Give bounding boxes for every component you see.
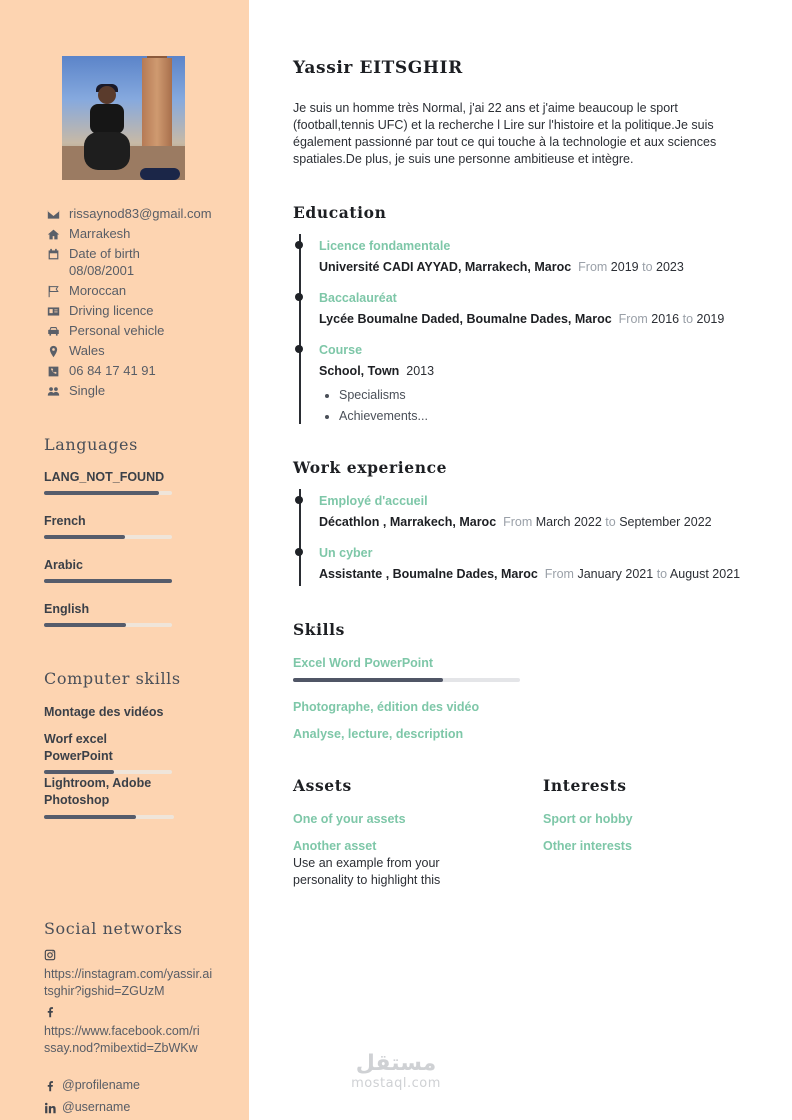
language-item xyxy=(44,602,172,627)
computer-skill-item xyxy=(44,704,172,721)
social-facebook-link[interactable]: https://www.facebook.com/rissay.nod?mibextid=ZbWKw xyxy=(44,1024,200,1055)
language-name: LANG_NOT_FOUND xyxy=(44,470,165,484)
language-item xyxy=(44,558,172,583)
social-facebook-profile[interactable] xyxy=(44,1077,214,1094)
computer-skill-item xyxy=(44,731,172,774)
facebook-icon xyxy=(44,1080,56,1092)
skill-name: Excel Word PowerPoint xyxy=(293,656,434,670)
computer-skill-level-bar xyxy=(44,770,172,774)
timeline-dot xyxy=(295,345,303,353)
skill-item xyxy=(293,655,520,682)
work-org: Assistante , Boumalne Dades, Maroc xyxy=(319,567,538,581)
linkedin-icon xyxy=(44,1102,56,1114)
language-level-bar xyxy=(44,623,172,627)
education-title-text: Baccalauréat xyxy=(319,291,397,305)
contact-birthdate xyxy=(46,245,241,279)
social-instagram[interactable] xyxy=(44,949,214,1000)
envelope-icon xyxy=(46,207,60,221)
sidebar xyxy=(0,0,249,1120)
contact-licence xyxy=(46,302,241,319)
work-item xyxy=(319,493,769,531)
contact-list xyxy=(46,205,241,402)
contact-vehicle xyxy=(46,322,241,339)
language-item xyxy=(44,470,172,495)
education-item xyxy=(319,238,769,276)
instagram-icon xyxy=(44,949,214,966)
work-experience-title: Work experience xyxy=(293,458,448,477)
work-to: September 2022 xyxy=(619,515,712,529)
education-org: Lycée Boumalne Daded, Boumalne Dades, Maroc xyxy=(319,312,612,326)
education-item xyxy=(319,290,769,328)
education-timeline xyxy=(299,234,301,424)
facebook-icon xyxy=(44,1006,204,1023)
work-org: Décathlon , Marrakech, Maroc xyxy=(319,515,497,529)
contact-phone[interactable] xyxy=(46,362,241,379)
watermark-logo xyxy=(348,1052,444,1091)
list-item: • Specialisms xyxy=(339,385,769,406)
education-bullets xyxy=(339,385,769,427)
contact-city xyxy=(46,225,241,242)
education-from: 2019 xyxy=(610,260,639,274)
education-title-text: Course xyxy=(319,343,363,357)
contact-licence-text: Driving licence xyxy=(69,303,154,318)
work-details: Décathlon , Marrakech, Maroc From March 2022 to September 2022 xyxy=(319,515,712,529)
contact-email[interactable] xyxy=(46,205,241,222)
timeline-dot xyxy=(295,293,303,301)
education-org: School, Town xyxy=(319,364,400,378)
asset-item xyxy=(293,838,468,889)
language-item xyxy=(44,514,172,539)
computer-skill-name: Worf excel PowerPoint xyxy=(44,732,113,763)
flag-icon xyxy=(46,284,60,298)
work-title-text: Employé d'accueil xyxy=(319,494,428,508)
contact-status xyxy=(46,382,241,399)
contact-location-text: Wales xyxy=(69,343,105,358)
computer-skill-item xyxy=(44,775,174,819)
interests-title: Interests xyxy=(543,776,627,795)
education-to: 2023 xyxy=(656,260,684,274)
language-level-bar xyxy=(44,491,172,495)
contact-email-text: rissaynod83@gmail.com xyxy=(69,206,212,221)
social-linkedin-handle[interactable]: @username xyxy=(62,1100,131,1114)
asset-name: Another asset xyxy=(293,839,377,853)
assets-title: Assets xyxy=(293,776,352,795)
list-item: • Achievements... xyxy=(339,406,769,427)
computer-skill-name: Lightroom, Adobe Photoshop xyxy=(44,776,152,807)
social-instagram-link[interactable]: https://instagram.com/yassir.aitsghir?igshid=ZGUzM xyxy=(44,967,213,998)
skills-title: Skills xyxy=(293,620,345,639)
timeline-dot xyxy=(295,548,303,556)
profile-photo xyxy=(62,56,185,180)
language-name: Arabic xyxy=(44,558,83,572)
languages-title: Languages xyxy=(44,435,138,454)
social-linkedin[interactable] xyxy=(44,1099,214,1116)
social-facebook-handle[interactable]: @profilename xyxy=(62,1078,141,1092)
language-level-bar xyxy=(44,579,172,583)
skill-name: Analyse, lecture, description xyxy=(293,727,464,741)
work-title-text: Un cyber xyxy=(319,546,373,560)
computer-skill-name: Montage des vidéos xyxy=(44,705,164,719)
social-facebook[interactable] xyxy=(44,1006,204,1057)
contact-vehicle-text: Personal vehicle xyxy=(69,323,165,338)
users-icon xyxy=(46,384,60,398)
language-name: French xyxy=(44,514,86,528)
timeline-dot xyxy=(295,241,303,249)
contact-location xyxy=(46,342,241,359)
contact-city-text: Marrakesh xyxy=(69,226,131,241)
watermark-arabic: مستقل xyxy=(355,1051,437,1076)
asset-description: Use an example from your personality to highlight this xyxy=(293,856,441,887)
interest-name: Sport or hobby xyxy=(543,812,633,826)
work-from: January 2021 xyxy=(577,567,654,581)
phone-icon xyxy=(46,364,60,378)
home-icon xyxy=(46,227,60,241)
education-year: 2013 xyxy=(406,364,435,378)
contact-birthdate-text: Date of birth 08/08/2001 xyxy=(69,246,140,278)
work-details: Assistante , Boumalne Dades, Maroc From January 2021 to August 2021 xyxy=(319,567,741,581)
education-title-text: Licence fondamentale xyxy=(319,239,451,253)
education-org: Université CADI AYYAD, Marrakech, Maroc xyxy=(319,260,572,274)
timeline-dot xyxy=(295,496,303,504)
social-networks-title: Social networks xyxy=(44,919,183,938)
map-marker-icon xyxy=(46,344,60,358)
watermark-latin: mostaql.com xyxy=(351,1076,441,1091)
person-name: Yassir EITSGHIR xyxy=(293,58,463,78)
education-to: 2019 xyxy=(696,312,725,326)
education-item xyxy=(319,342,769,427)
education-details: Lycée Boumalne Daded, Boumalne Dades, Maroc From 2016 to 2019 xyxy=(319,312,725,326)
contact-nationality xyxy=(46,282,241,299)
contact-phone-text: 06 84 17 41 91 xyxy=(69,363,156,378)
education-details: Université CADI AYYAD, Marrakech, Maroc From 2019 to 2023 xyxy=(319,260,684,274)
computer-skills-title: Computer skills xyxy=(44,669,181,688)
work-from: March 2022 xyxy=(535,515,602,529)
skill-level-bar xyxy=(293,678,520,682)
skill-name: Photographe, édition des vidéo xyxy=(293,700,480,714)
computer-skill-level-bar xyxy=(44,815,174,819)
profile-summary: Je suis un homme très Normal, j'ai 22 ans et j'aime beaucoup le sport (football,tennis UFC) et la recherche l Lire sur l'histoire et la politique.Je suis également passionné par tout ce qui touche à la technologie et aux sciences spatiales.De plus, je suis une personne ambitieuse et intègre. xyxy=(293,101,717,166)
asset-name: One of your assets xyxy=(293,812,406,826)
contact-status-text: Single xyxy=(69,383,106,398)
interest-name: Other interests xyxy=(543,839,632,853)
main-content xyxy=(249,0,792,1120)
work-to: August 2021 xyxy=(669,567,741,581)
language-level-bar xyxy=(44,535,172,539)
language-name: English xyxy=(44,602,90,616)
education-title: Education xyxy=(293,203,387,222)
car-icon xyxy=(46,324,60,338)
education-from: 2016 xyxy=(651,312,680,326)
calendar-icon xyxy=(46,247,60,261)
education-details xyxy=(319,363,769,380)
work-item xyxy=(319,545,769,583)
contact-nationality-text: Moroccan xyxy=(69,283,127,298)
id-card-icon xyxy=(46,304,60,318)
